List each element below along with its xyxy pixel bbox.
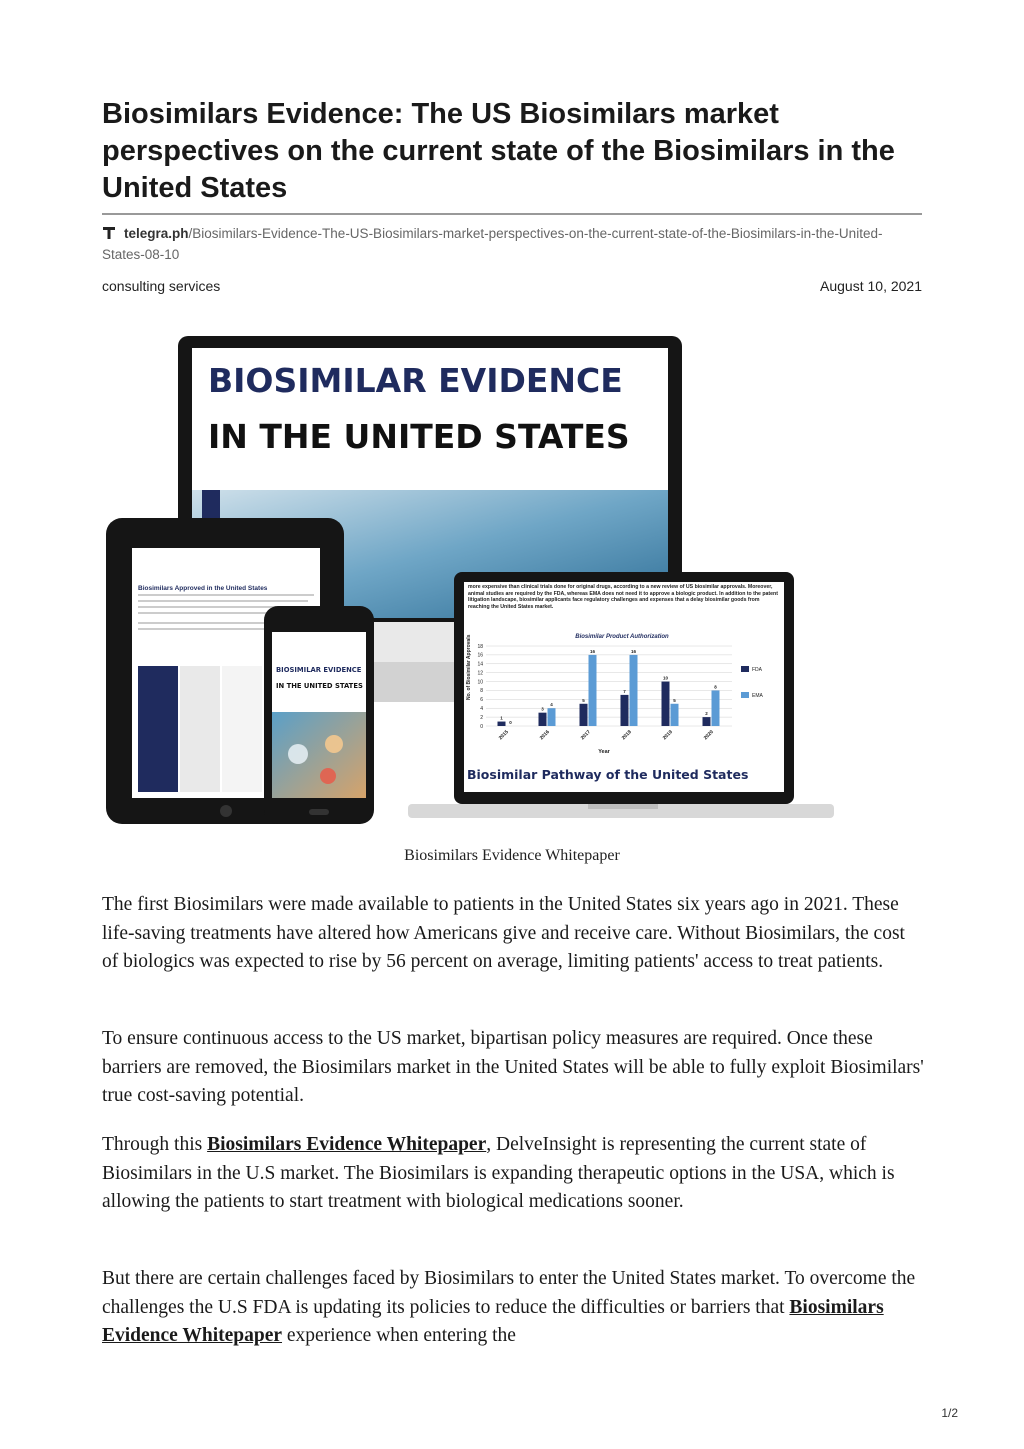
paragraph-4-intro: But there are certain challenges faced by Biosimilars to enter the United States market. To overcome the challenges the U.S FDA is updating its policies to reduce the difficulties or barriers that (102, 1268, 916, 1318)
chart-ytick-label: 12 (477, 670, 483, 677)
chart-ytick-label: 16 (477, 652, 483, 659)
chart-bar (630, 655, 638, 726)
paragraph-3-intro: Through this (102, 1134, 208, 1155)
chart-xtick-label: 2020 (702, 729, 715, 742)
chart-bar (539, 713, 547, 726)
chart-xtick-label: 2015 (497, 729, 510, 742)
chart-bar (498, 722, 506, 726)
chart-data-label: 10 (662, 675, 669, 681)
laptop-footer-heading: Biosimilar Pathway of the United States (467, 767, 749, 782)
body-paragraph-1: The first Biosimilars were made available to patients in the United States six years ago in 2021. These life-saving treatments have altered how Americans give and receive care. Without Biosimilars, the cost of biologics was expected to rise by 56 percent on average, limiting patients' access to treat patients. (102, 894, 905, 972)
paragraph-3-rest: , DelveInsight is representing the current state of Biosimilars in the U.S market. The Biosimilars is expanding therapeutic options in the USA, which is allowing the patients to start treatment with biological medications sooner. (102, 1134, 895, 1212)
phone-heading-line1: BIOSIMILAR EVIDENCE (276, 666, 362, 674)
chart-legend-label: FDA (752, 667, 762, 673)
chart-data-label: 1 (500, 715, 503, 721)
chart-ytick-label: 10 (477, 679, 483, 686)
whitepaper-link-2[interactable]: Biosimilars Evidence Whitepaper (102, 1296, 884, 1346)
chart-legend-swatch (741, 692, 749, 698)
chart-title: Biosimilar Product Authorization (575, 634, 669, 640)
page-title: Biosimilars Evidence: The US Biosimilars market perspectives on the current state of the Biosimilars in the United States (102, 98, 895, 204)
body-paragraph-3 (102, 1131, 924, 1217)
figure-caption: Biosimilars Evidence Whitepaper (404, 847, 620, 864)
page-number: 1/2 (941, 1406, 958, 1420)
chart-data-label: 5 (582, 697, 585, 703)
chart-data-label: 8 (714, 684, 717, 690)
chart-data-label: 16 (589, 648, 596, 654)
chart-ytick-label: 18 (477, 643, 483, 650)
chart-ytick-label: 14 (477, 661, 483, 668)
chart-bar (712, 690, 720, 726)
chart-data-label: 4 (550, 702, 553, 708)
chart-data-label: 2 (705, 711, 708, 717)
chart-xtick-label: 2019 (661, 729, 674, 742)
chart-bar (662, 682, 670, 726)
chart-bar (580, 704, 588, 726)
chart-data-label: 16 (630, 648, 637, 654)
source-domain[interactable]: telegra.ph (124, 226, 189, 241)
chart-ytick-label: 4 (480, 706, 483, 713)
chart-bar (671, 704, 679, 726)
source-link[interactable] (102, 223, 922, 265)
chart-legend-label: EMA (752, 693, 763, 699)
chart-bar (703, 717, 711, 726)
source-path[interactable]: /Biosimilars-Evidence-The-US-Biosimilars-market-perspectives-on-the-current-state-of-the-Biosimilars-in-the-United-States-08-10 (102, 226, 883, 262)
chart-bar (589, 655, 597, 726)
phone-heading-line2: IN THE UNITED STATES (276, 682, 363, 690)
chart-xtick-label: 2017 (579, 729, 592, 742)
category-label: consulting services (102, 278, 221, 294)
chart-ytick-label: 8 (480, 688, 483, 695)
chart-data-label: 0 (509, 720, 512, 725)
monitor-heading-line1: BIOSIMILAR EVIDENCE (208, 361, 623, 400)
whitepaper-link[interactable]: Biosimilars Evidence Whitepaper (207, 1134, 487, 1155)
phone-mockup (264, 606, 374, 824)
body-paragraph-4 (102, 1265, 924, 1351)
chart-legend-swatch (741, 666, 749, 672)
telegraph-t-icon (102, 226, 116, 240)
publish-date: August 10, 2021 (820, 278, 922, 294)
hero-device-mockup (102, 330, 842, 835)
chart-xtick-label: 2018 (620, 729, 633, 742)
laptop-intro-text: more expensive than clinical trials done for original drugs, according to a new review of US biosimilar approvals. Moreover, animal studies are required by the FDA, whereas EMA does not need it to approve a biologic product. In addition to the patent litigation landscape, biosimilar applicants face regulatory challenges and expenses that a delay biosimilar goods from reaching the United States market. (468, 584, 778, 610)
laptop-mockup (408, 572, 834, 818)
paragraph-4-rest: experience when entering the (282, 1325, 516, 1346)
chart-ytick-label: 2 (480, 714, 483, 721)
chart-ytick-label: 0 (480, 723, 483, 730)
chart-data-label: 7 (623, 688, 626, 694)
chart-xtick-label: 2016 (538, 729, 551, 742)
body-paragraph-2: To ensure continuous access to the US market, bipartisan policy measures are required. Once these barriers are removed, the Biosimilars market in the United States will be able to fully exploit Biosimilars' true cost-saving potential. (102, 1028, 924, 1106)
chart-ytick-label: 6 (480, 697, 483, 704)
chart-data-label: 3 (541, 706, 544, 712)
chart-xlabel: Year (598, 749, 610, 755)
title-divider (102, 213, 922, 215)
tablet-heading: Biosimilars Approved in the United States (138, 585, 268, 592)
monitor-heading-line2: IN THE UNITED STATES (208, 417, 630, 456)
chart-data-label: 5 (673, 697, 676, 703)
chart-bar (621, 695, 629, 726)
chart-ylabel: No. of Biosimilar Approvals (466, 634, 472, 700)
chart-bar (548, 708, 556, 726)
